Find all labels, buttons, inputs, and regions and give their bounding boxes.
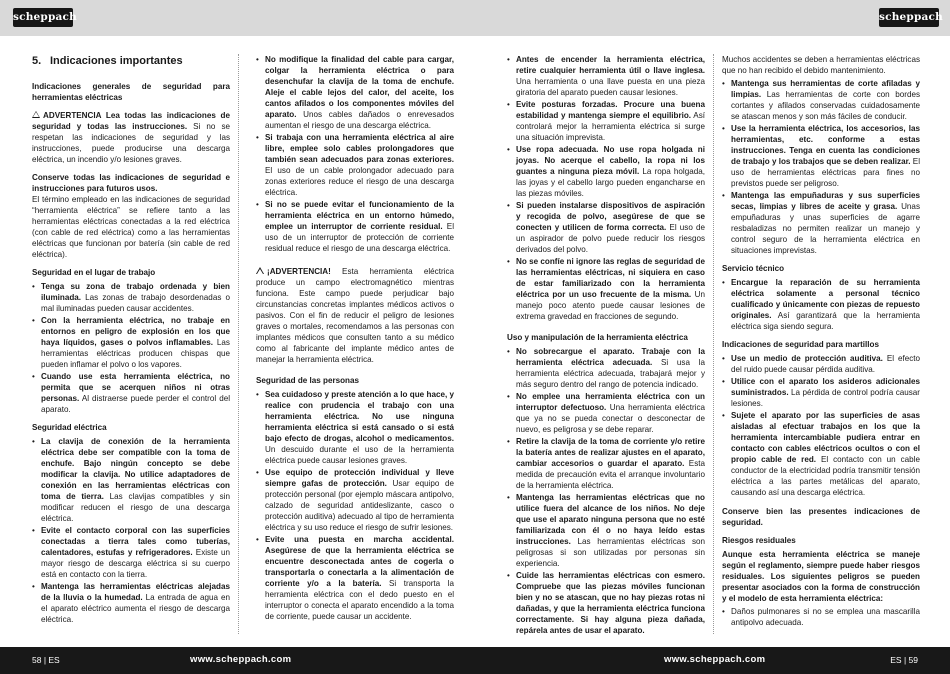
bullet-list: [722, 606, 920, 628]
list-item-bold: Evite el contacto corporal con las superficies conectadas a tierra tales como tuberías, calentadores, estufas y refrigeradores.: [41, 525, 230, 557]
website-url-right: www.scheppach.com: [664, 654, 766, 665]
column-divider: [238, 54, 239, 634]
list-item-bold: Mantenga las empuñaduras y sus superficies secas, limpias y libres de aceite y grasa.: [731, 191, 920, 211]
list-item: [256, 389, 454, 466]
list-item: [722, 190, 920, 256]
subsection-title: Uso y manipulación de la herramienta eléctrica: [507, 333, 688, 342]
list-item-bold: Cuide las herramientas eléctricas con esmero. Compruebe que las piezas móviles funcionan bien y no se atascan, que no hay piezas rotas ni dañadas, y que la herramienta eléctrica funciona correctamente. Si hay alguna pieza dañada, repárela antes de usar el aparato.: [516, 571, 705, 635]
list-item-bold: Si pueden instalarse dispositivos de aspiración y recogida de polvo, asegúrese de que se conecten y utilicen de forma correcta.: [516, 201, 705, 232]
list-item-bold: Sujete el aparato por las superficies de asas aisladas al efectuar trabajos en los que la herramienta intercambiable pudiera entrar en contacto con cables eléctricos ocultos o con el propio cable de red.: [731, 411, 920, 464]
list-item-text: Si usa la herramienta eléctrica adecuada, trabajará mejor y más seguro dentro del rango de potencia indicado.: [516, 358, 705, 389]
bullet-list: [722, 78, 920, 256]
list-item-bold: Si trabaja con una herramienta eléctrica al aire libre, emplee solo cables prolongadores que también sean adecuados para zonas exteriores.: [265, 133, 454, 164]
subsection-title: Servicio técnico: [722, 264, 785, 273]
list-item: [32, 371, 230, 415]
list-item: [507, 570, 705, 636]
list-item-bold: Use la herramienta eléctrica, los accesorios, las herramientas, etc. conforme a estas instrucciones. Tenga en cuenta las condiciones de trabajo y los trabajos que se deben realizar.: [731, 124, 920, 166]
list-item: [507, 391, 705, 435]
list-item-bold: La clavija de conexión de la herramienta eléctrica debe ser compatible con la toma de enchufe. Bajo ningún concepto se debe modificar la clavija. No utilice adaptadores de conexión en las herramientas eléctricas con toma de tierra.: [41, 436, 230, 501]
list-item: [507, 144, 705, 199]
website-url-left: www.scheppach.com: [190, 654, 292, 665]
list-item-bold: Use un medio de protección auditiva.: [731, 354, 883, 363]
list-item-text: El uso de un interruptor de protección de corriente residual reduce el riesgo de una descarga eléctrica.: [265, 222, 454, 253]
list-item-bold: Evite posturas forzadas. Procure una buena estabilidad y mantenga siempre el equilibrio.: [516, 100, 705, 120]
list-item-text: Esta medida de precaución evita el arranque involuntario de la herramienta eléctrica.: [516, 459, 705, 490]
list-item-text: Una herramienta eléctrica que ya no se pueda conectar o desconectar de nuevo, es peligrosa y se debe reparar.: [516, 403, 705, 434]
list-item-bold: Retire la clavija de la toma de corriente y/o retire la batería antes de realizar ajustes en el aparato, cambiar accesorios o guardar el aparato.: [516, 437, 705, 468]
paragraph: [32, 172, 230, 260]
subheading: Indicaciones generales de seguridad para herramientas eléctricas: [32, 81, 230, 102]
bullet-list: [32, 436, 230, 625]
list-item-text: El efecto del ruido puede causar pérdida auditiva.: [731, 354, 920, 374]
list-item: [507, 99, 705, 143]
warning-triangle-icon: [32, 111, 40, 118]
section-number: 5.: [32, 55, 42, 67]
warning-text: Esta herramienta eléctrica produce un campo electromagnético mientras funciona. Este campo puede perjudicar bajo circunstancias concretas implantes médicos activos o pasivos. Con el fin de reducir el peligro de lesiones graves o mortales, recomendamos a las personas con implantes médicos que consulten tanto a su médico como al fabricante del implante médico antes de manejar la herramienta eléctrica.: [256, 267, 454, 364]
section-heading: [32, 54, 230, 69]
list-item-bold: Mantenga las herramientas eléctricas que no utilice fuera del alcance de los niños. No deje que use el aparato ninguna persona que no esté familiarizada con él o no haya leído estas instrucciones.: [516, 493, 705, 546]
bullet-list: [507, 346, 705, 636]
bullet-list: [256, 54, 454, 254]
list-item: [722, 277, 920, 332]
paragraph-bold: Aunque esta herramienta eléctrica se maneje según el reglamento, siempre puede haber riesgos residuales. Los siguientes peligros se pueden presentar asociados con la forma de construcción y el modelo de esta herramienta eléctrica:: [722, 550, 920, 603]
list-item-text: Las herramientas eléctricas producen chispas que pueden inflamar el polvo o los vapores.: [41, 337, 230, 369]
list-item: [32, 581, 230, 625]
list-item: [722, 78, 920, 122]
list-item: [722, 353, 920, 375]
list-item-bold: No sobrecargue el aparato. Trabaje con la herramienta eléctrica adecuada.: [516, 347, 705, 367]
list-item: [507, 346, 705, 390]
list-item: [507, 436, 705, 491]
list-item-text: Las clavijas compatibles y sin modificar reducen el riesgo de una descarga eléctrica.: [41, 491, 230, 523]
list-item-text: Así controlará mejor la herramienta eléctrica si surge una situación imprevista.: [516, 111, 706, 142]
list-item-text: Una herramienta o una llave puesta en una pieza giratoria del aparato pueden causar lesiones.: [516, 77, 705, 97]
header-bar: [0, 0, 950, 36]
paragraph-text: El término empleado en las indicaciones de seguridad “herramienta eléctrica” se refiere tanto a las herramientas eléctricas conectadas a la red eléctrica (con cable de red eléctrica) como a las herramientas eléctricas que funcionan por batería (sin cable de red eléctrica).: [32, 194, 230, 259]
list-item: [256, 467, 454, 533]
subsection-title: Seguridad de las personas: [256, 376, 360, 385]
column-3: [507, 54, 705, 643]
scheppach-logo-left: scheppach: [13, 8, 73, 27]
list-item-text: Usar equipo de protección personal (por ejemplo máscara antipolvo, calzado de seguridad antideslizante, casco o protección auditiva) adecuado al tipo de herramienta eléctrica y su uso reduce el riesgo de sufrir lesiones.: [265, 479, 454, 532]
warning-title: ¡ADVERTENCIA!: [267, 267, 331, 276]
list-item: [507, 200, 705, 255]
warning-paragraph: [256, 266, 454, 365]
list-item-bold: Encargue la reparación de su herramienta eléctrica solamente a personal técnico cualificado y únicamente con piezas de repuesto originales.: [731, 278, 920, 320]
list-item-bold: Use ropa adecuada. No use ropa holgada ni joyas. No acerque el cabello, la ropa ni los guantes a ninguna pieza móvil.: [516, 145, 705, 176]
list-item-bold: Tenga su zona de trabajo ordenada y bien iluminada.: [41, 281, 230, 302]
bullet-list: [32, 281, 230, 415]
column-divider: [713, 54, 714, 634]
list-item: [32, 525, 230, 580]
bullet-list: [722, 277, 920, 332]
list-item-text: Si transporta la herramienta eléctrica con el dedo puesto en el interruptor o conecta el aparato encendido a la toma de corriente, puede causar un accidente.: [265, 579, 454, 621]
list-item-text: Unas empuñaduras y unas superficies de agarre resbaladizas no permiten realizar un manejo y control seguro de la herramienta eléctrica en situaciones imprevistas.: [731, 202, 920, 255]
bullet-list: [256, 389, 454, 622]
list-item-bold: Evite una puesta en marcha accidental. Asegúrese de que la herramienta eléctrica se encuentre desconectada antes de cogerla o transportarla o conectarla a la alimentación de corriente y/o a la batería.: [265, 535, 454, 588]
warning-triangle-icon: [256, 267, 264, 274]
subsection-title: Indicaciones de seguridad para martillos: [722, 340, 879, 349]
warning-paragraph: [32, 110, 230, 165]
paragraph: Muchos accidentes se deben a herramientas eléctricas que no han recibido el debido mantenimiento.: [722, 55, 920, 75]
list-item: [256, 132, 454, 198]
list-item-bold: Sea cuidadoso y preste atención a lo que hace, y realice con prudencia el trabajo con una herramienta eléctrica. No use ninguna herramienta eléctrica si está cansado o si está bajo efecto de drogas, alcohol o medicamentos.: [265, 390, 454, 443]
subsection-title: Seguridad eléctrica: [32, 422, 107, 432]
list-item-text: Así garantizará que la herramienta eléctrica siga siendo segura.: [731, 311, 920, 331]
list-item-bold: No modifique la finalidad del cable para cargar, colgar la herramienta eléctrica o para desenchufar la clavija de la toma de enchufe. Aleje el cable lejos del calor, del aceite, los cantos afilados o los componentes móviles del aparato.: [265, 55, 454, 119]
list-item-bold: Utilice con el aparato los asideros adicionales suministrados.: [731, 377, 920, 397]
list-item-bold: Con la herramienta eléctrica, no trabaje en entornos en peligro de explosión en los que haya líquidos, gases o polvos inflamables.: [41, 315, 230, 347]
list-item-bold: Cuando use esta herramienta eléctrica, no permita que se acerquen niños ni otras personas.: [41, 371, 230, 403]
list-item: [32, 281, 230, 314]
list-item: [256, 54, 454, 131]
list-item: [507, 256, 705, 322]
list-item-text: Unos cables dañados o enrevesados aumentan el riesgo de una descarga eléctrica.: [265, 110, 454, 130]
bullet-list: [722, 353, 920, 498]
page-number-right: ES | 59: [890, 655, 918, 665]
page-number-left: 58 | ES: [32, 655, 60, 665]
list-item-text: Daños pulmonares si no se emplea una mascarilla antipolvo adecuada.: [731, 607, 920, 627]
list-item-bold: Si no se puede evitar el funcionamiento de la herramienta eléctrica en un entorno húmedo, emplee un interruptor de corriente residual.: [265, 200, 454, 231]
warning-text: Si no se respetan las indicaciones de seguridad y las instrucciones, puede producirse una descarga eléctrica, un incendio y/o lesiones graves.: [32, 121, 230, 164]
list-item: [256, 199, 454, 254]
list-item-bold: Antes de encender la herramienta eléctrica, retire cualquier herramienta útil o llave inglesa.: [516, 55, 705, 75]
list-item: [32, 315, 230, 370]
list-item-text: Las herramientas eléctricas son peligrosas si son utilizadas por personas sin experiencia.: [516, 537, 705, 568]
list-item: [722, 376, 920, 409]
warning-title: ADVERTENCIA Lea todas las indicaciones de seguridad y todas las instrucciones.: [32, 110, 230, 131]
scheppach-logo-right: scheppach: [879, 8, 939, 27]
list-item-text: El uso de herramientas eléctricas para fines no previstos puede ser peligroso.: [731, 157, 920, 188]
subsection-title: Seguridad en el lugar de trabajo: [32, 267, 156, 277]
list-item: [722, 410, 920, 498]
footer-bar: [0, 647, 950, 674]
column-2: [256, 54, 454, 629]
list-item-text: Al distraerse puede perder el control del aparato.: [41, 393, 230, 414]
list-item-text: El uso de un aspirador de polvo puede reducir los riesgos derivados del polvo.: [516, 223, 705, 254]
list-item-text: El uso de un cable prolongador adecuado para zonas exteriores reduce el riesgo de una descarga eléctrica.: [265, 166, 454, 197]
list-item: [32, 436, 230, 524]
list-item: [722, 123, 920, 189]
list-item-text: La pérdida de control podría causar lesiones.: [731, 388, 920, 408]
list-item-text: Un manejo poco atento puede causar lesiones de extrema gravedad en fracciones de segundo.: [516, 290, 705, 321]
list-item-text: Existe un mayor riesgo de descarga eléctrica si su cuerpo está en contacto con la tierra.: [41, 547, 230, 579]
list-item-bold: Use equipo de protección individual y lleve siempre gafas de protección.: [265, 468, 454, 488]
paragraph-bold: Conserve bien las presentes indicaciones de seguridad.: [722, 507, 920, 527]
list-item-bold: Mantenga las herramientas eléctricas alejadas de la lluvia o la humedad.: [41, 581, 230, 602]
list-item-text: La ropa holgada, las joyas y el cabello largo pueden engancharse en las piezas móviles.: [516, 167, 705, 198]
paragraph-bold: Conserve todas las indicaciones de seguridad e instrucciones para futuros usos.: [32, 172, 230, 193]
list-item: [507, 492, 705, 569]
subsection-title: Riesgos residuales: [722, 536, 796, 545]
list-item-text: La entrada de agua en el aparato eléctrico aumenta el riesgo de descarga eléctrica.: [41, 592, 230, 624]
bullet-list: [507, 54, 705, 322]
list-item-text: Las zonas de trabajo desordenadas o mal iluminadas pueden causar accidentes.: [41, 292, 230, 313]
list-item-text: Las herramientas de corte con bordes cortantes y afilados conservadas cuidadosamente se atascan menos y son más fáciles de conducir.: [731, 90, 920, 121]
list-item: [256, 534, 454, 622]
column-4: [722, 54, 920, 635]
list-item-bold: Mantenga sus herramientas de corte afiladas y limpias.: [731, 79, 920, 99]
column-1: [32, 54, 230, 632]
list-item: [722, 606, 920, 628]
list-item: [507, 54, 705, 98]
list-item-bold: No se confíe ni ignore las reglas de seguridad de las herramientas eléctricas, ni siquiera en caso de estar familiarizado con la herramienta eléctrica por un uso frecuente de la misma.: [516, 257, 705, 299]
list-item-bold: No emplee una herramienta eléctrica con un interruptor defectuoso.: [516, 392, 705, 412]
list-item-text: Un descuido durante el uso de la herramienta eléctrica puede causar lesiones graves.: [265, 445, 454, 465]
section-title: Indicaciones importantes: [50, 55, 183, 67]
list-item-text: El contacto con un cable conductor de la electricidad podría transmitir tensión eléctrica a las partes metálicas del aparato, causando así una descarga eléctrica.: [731, 455, 920, 497]
